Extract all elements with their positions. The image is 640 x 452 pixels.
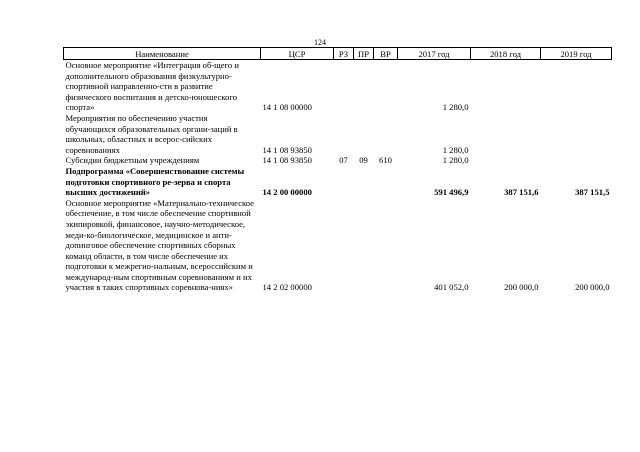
row-2019 (541, 60, 612, 113)
row-pr: 09 (359, 155, 368, 166)
table-header-row (64, 48, 612, 60)
row-vr: 610 (379, 155, 392, 166)
header-2018: 2018 год (471, 48, 541, 60)
row-name: Основное мероприятие «Материально-техническое обеспечение, в том числе обеспечение спортивной экипировкой, финансовое, научно-методическое, меди-ко-биологическое, медицинское и анти-допинговое обеспечение спортивных сборных команд области, в том числе обеспечение их подготовки к межрегио-нальным, всероссийским и международ-ным спортивным соревнованиям и их участия в таких спортивных соревнова-ниях» (65, 197, 254, 293)
row-name: Мероприятия по обеспечению участия обучающихся образовательных органи-заций в школьных, областных и всерос-сийских соревнованиях (65, 112, 238, 155)
budget-table (63, 47, 612, 293)
header-name: Наименование (64, 48, 261, 60)
header-2019: 2019 год (541, 48, 612, 60)
row-2018: 200 000,0 (504, 282, 539, 293)
row-2019 (541, 155, 612, 166)
table-row-subprogram (64, 166, 612, 198)
page-number: 124 (314, 38, 326, 47)
row-vr (374, 166, 398, 198)
row-rz (334, 166, 354, 198)
row-name: Субсидии бюджетным учреждениям (65, 155, 200, 166)
header-csr: ЦСР (261, 48, 334, 60)
row-csr: 14 2 02 00000 (262, 282, 312, 293)
row-2017: 1 280,0 (442, 155, 469, 166)
row-2019: 387 151,5 (575, 187, 610, 198)
row-pr (354, 198, 374, 293)
row-csr: 14 1 08 93850 (262, 155, 312, 166)
row-pr (354, 166, 374, 198)
header-vr: ВР (374, 48, 398, 60)
table-row (64, 198, 612, 293)
row-2017: 1 280,0 (442, 144, 469, 155)
row-2018 (471, 155, 541, 166)
row-name: Подпрограмма «Совершенствование системы подготовки спортивного ре-зерва и спорта высших достижений» (65, 165, 245, 198)
row-2019: 200 000,0 (575, 282, 610, 293)
header-rz: РЗ (334, 48, 354, 60)
table-row (64, 113, 612, 155)
row-csr: 14 1 08 00000 (262, 102, 312, 113)
row-2018: 387 151,6 (504, 187, 539, 198)
row-name: Основное мероприятие «Интеграция об-щего и дополнительного образования физкультурно-спортивной направленно-сти в развитие физического воспитания и детско-юношеского спорта» (65, 60, 239, 113)
table-row (64, 60, 612, 113)
row-csr: 14 2 00 00000 (262, 187, 312, 198)
row-vr (374, 198, 398, 293)
row-pr (354, 60, 374, 113)
table-row (64, 155, 612, 166)
header-pr: ПР (354, 48, 374, 60)
row-2019 (541, 113, 612, 155)
row-pr (354, 113, 374, 155)
row-2017: 591 496,9 (434, 187, 469, 198)
row-rz (334, 113, 354, 155)
row-2017: 1 280,0 (442, 102, 469, 113)
row-csr: 14 1 08 93850 (262, 144, 312, 155)
row-rz: 07 (339, 155, 348, 166)
row-vr (374, 113, 398, 155)
header-2017: 2017 год (398, 48, 471, 60)
row-2018 (471, 60, 541, 113)
row-2017: 401 052,0 (434, 282, 469, 293)
row-2018 (471, 113, 541, 155)
row-vr (374, 60, 398, 113)
row-rz (334, 60, 354, 113)
row-rz (334, 198, 354, 293)
